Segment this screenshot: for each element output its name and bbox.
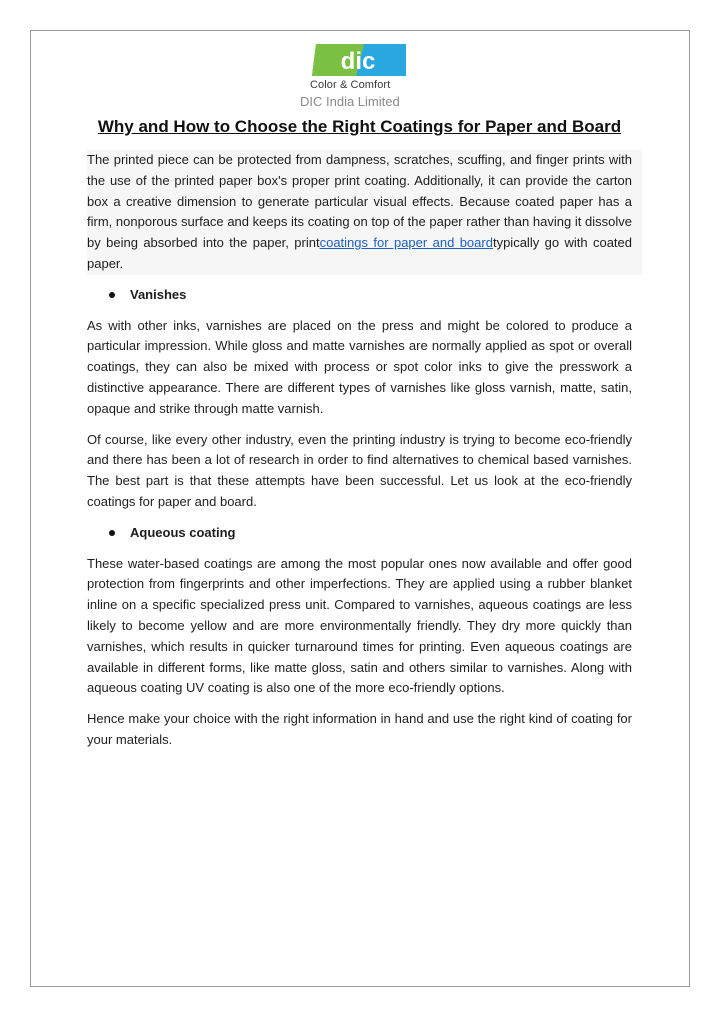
aqueous-paragraph: These water-based coatings are among the most popular ones now available and offer good protection from fingerprints and other imperfections. They are applied using a rubber blanket inline on a specific specialized press unit. Compared to varnishes, aqueous coatings are less likely to become yellow and are more environmentally friendly. They dry more quickly than varnishes, which results in quicker turnaround times for printing. Even aqueous coatings are available in different forms, like matte gloss, satin and others similar to varnishes. Along with aqueous coating UV coating is also one of the more eco-friendly options. [87, 555, 632, 696]
eco-friendly-paragraph: Of course, like every other industry, even the printing industry is trying to become eco-friendly and there has been a lot of research in order to find alternatives to chemical based varnishes. The best part is that these attempts have been successful. Let us look at the eco-friendly coatings for paper and board. [87, 431, 632, 509]
intro-paragraph [87, 150, 642, 275]
dic-logo-mark [312, 44, 406, 76]
section-heading-label: Aqueous coating [130, 524, 236, 540]
dic-logo [300, 44, 425, 112]
varnishes-paragraph: As with other inks, varnishes are placed on the press and might be colored to produce a particular impression. While gloss and matte varnishes are normally applied as spot or overall coatings, they can also be mixed with process or spot color inks to give the presswork a distinctive appearance. There are different types of varnishes like gloss varnish, matte, satin, opaque and strike through matte varnish. [87, 317, 632, 416]
logo-tagline: Color & Comfort [310, 79, 391, 91]
intro-text-after: typically go with coated paper. [87, 235, 633, 271]
article-title: Why and How to Choose the Right Coatings for Paper and Board [97, 117, 622, 136]
intro-text: The printed piece can be protected from dampness, scratches, scuffing, and finger prints with the use of the printed paper box's proper print coating. Additionally, it can provide the carton box a creative dimension to generate particular visual effects. Because coated paper has a firm, nonporous surface and keeps its coating on top of the paper rather than having it dissolve by being absorbed into the paper, print [87, 152, 632, 251]
section-heading-label: Vanishes [130, 286, 187, 302]
closing-paragraph: Hence make your choice with the right information in hand and use the right kind of coating for your materials. [87, 711, 632, 747]
section-heading-aqueous [87, 523, 632, 544]
logo-company-name: DIC India Limited [300, 94, 400, 109]
bullet-icon [109, 292, 115, 298]
bullet-icon [109, 530, 115, 536]
coatings-link[interactable]: coatings for paper and board [319, 235, 493, 251]
section-heading-vanishes [87, 285, 632, 306]
article-body [87, 112, 632, 761]
logo-wordmark: dic [340, 48, 376, 75]
